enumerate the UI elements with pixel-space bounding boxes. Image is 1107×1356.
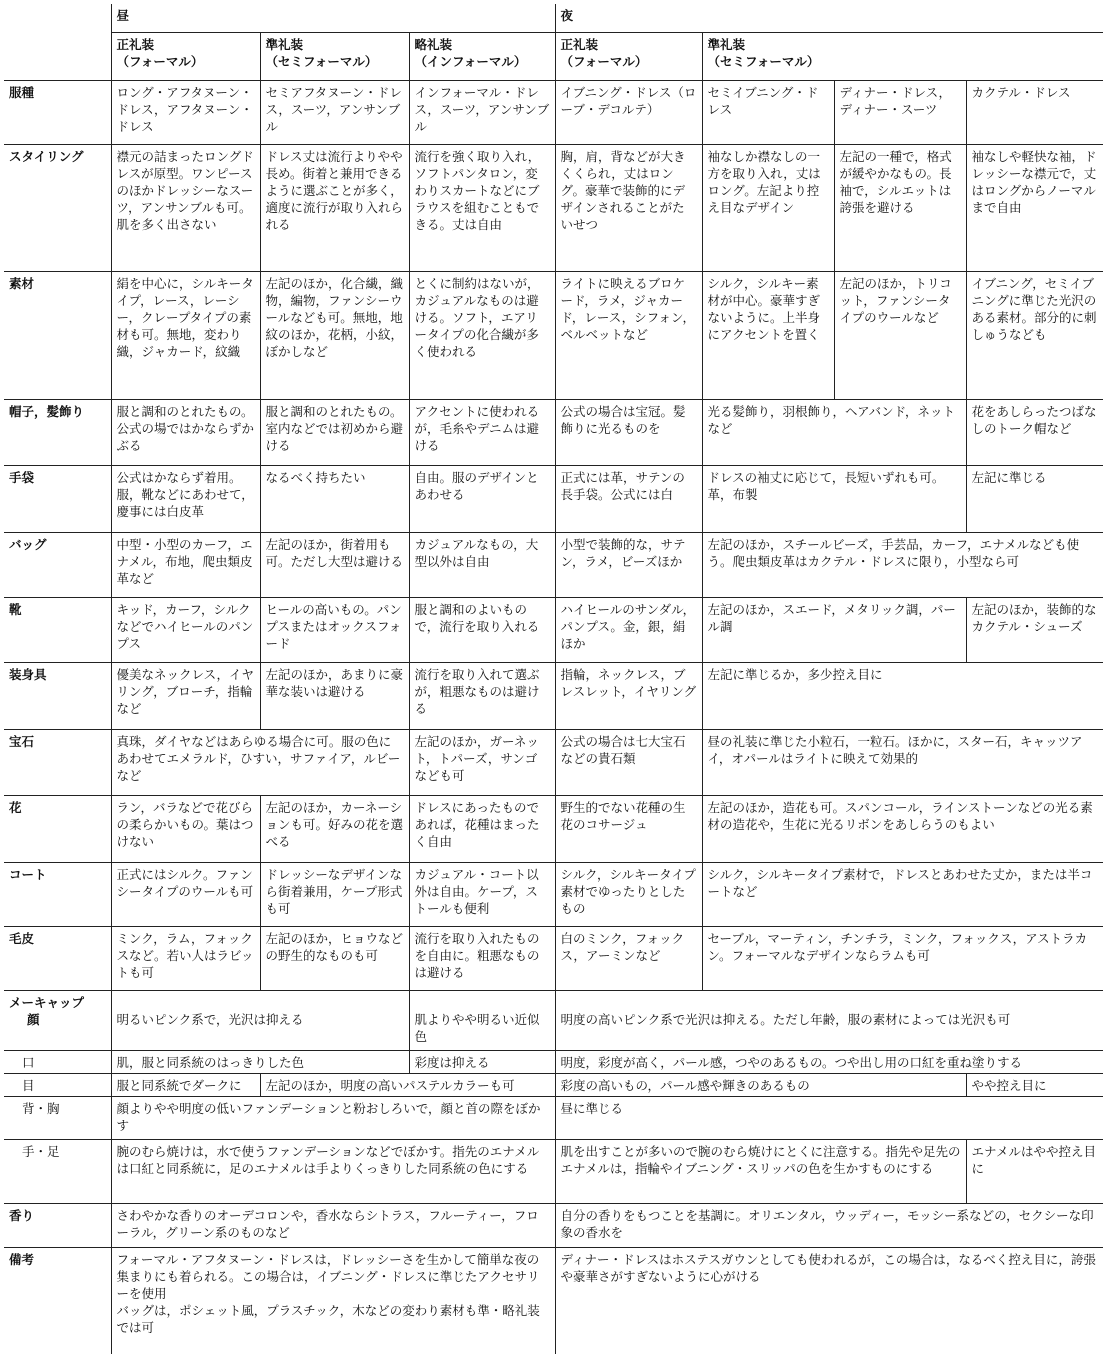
row-label: バッグ <box>4 533 111 597</box>
cell: ラン，バラなどで花びらの柔らかいもの。葉はつけない <box>111 796 260 862</box>
cell: 左記に準じるか，多少控え目に <box>702 662 1103 729</box>
cell: 左記のほか，あまりに豪華な装いは避ける <box>260 662 409 729</box>
cell: ドレス丈は流行よりやや長め。街着と兼用できるように選ぶことが多く，適度に流行が取り入れられる <box>260 145 409 272</box>
note-text: バッグは，ポシェット風，プラスチック，木などの変わり素材も準・略礼装では可 <box>116 1302 540 1335</box>
cell: 正式には革，サテンの長手袋。公式には白 <box>555 466 702 533</box>
cell: 左記のほか，トリコット，ファンシータイプのウールなど <box>834 272 966 399</box>
cell: シルク，シルキー素材が中心。豪華すぎないように。上半身にアクセントを置く <box>702 272 834 399</box>
cell: 腕のむら焼けは，水で使うファンデーションなどでぼかす。指先のエナメルは口紅と同系統に，足のエナメルは手よりくっきりした同系統の色にする <box>111 1139 555 1203</box>
cell: ディナー・ドレスはホステスガウンとしても使われるが，この場合は，なるべく控え目に，誇張や豪華さがすぎないように心がける <box>555 1247 1103 1354</box>
formal-attire-table <box>4 4 1103 1354</box>
row-biko <box>4 1247 1103 1354</box>
row-label: 服種 <box>4 80 111 144</box>
cell: 昼に準じる <box>555 1097 1103 1139</box>
row-label: 香り <box>4 1203 111 1247</box>
cell: 襟元の詰まったロングドレスが原型。ワンピースのほかドレッシーなスーツ，アンサンブルも可。肌を多く出さない <box>111 145 260 272</box>
row-sozai <box>4 272 1103 399</box>
cell: 服と調和のよいもので，流行を取り入れる <box>409 597 555 662</box>
cell: ミンク，ラム，フォックスなど。若い人はラビットも可 <box>111 926 260 990</box>
row-tebukuro <box>4 466 1103 533</box>
row-hoseki <box>4 730 1103 796</box>
cell: シルク，シルキータイプ素材で，ドレスとあわせた丈か，または半コートなど <box>702 862 1103 926</box>
cell: さわやかな香りのオーデコロンや，香水ならシトラス，フルーティー，フローラル，グリーン系のものなど <box>111 1203 555 1247</box>
col-night-formal: 正礼装 （フォーマル） <box>555 32 702 80</box>
cell: 自由。服のデザインとあわせる <box>409 466 555 533</box>
cell: 胸，肩，背などが大きくくられ，丈はロング。豪華で装飾的にデザインされることがたいせつ <box>555 145 702 272</box>
cell: ドレスにあったものであれば，花種はまったく自由 <box>409 796 555 862</box>
cell: 流行を強く取り入れ，ソフトパンタロン，変わりスカートなどにブラウスを組むこともできる。丈は自由 <box>409 145 555 272</box>
row-boshi <box>4 399 1103 465</box>
row-kegawa <box>4 926 1103 990</box>
cell: 左記のほか，明度の高いパステルカラーも可 <box>260 1074 555 1097</box>
cell: シルク，シルキータイプ素材でゆったりとしたもの <box>555 862 702 926</box>
note-text: フォーマル・アフタヌーン・ドレスは，ドレッシーさを生かして簡単な夜の集まりにも着られる。この場合は，イブニング・ドレスに準じたアクセサリーを使用 <box>116 1251 540 1301</box>
cell: 絹を中心に，シルキータイプ，レース，レーシー，クレープタイプの素材も可。無地，変わり織，ジャカード，紋織 <box>111 272 260 399</box>
cell: アクセントに使われるが，毛糸やデニムは避ける <box>409 399 555 465</box>
row-coat <box>4 862 1103 926</box>
row-makeup-kuchi <box>4 1051 1103 1074</box>
row-makeup-se <box>4 1097 1103 1139</box>
row-label: 背・胸 <box>4 1097 111 1139</box>
row-label: 帽子，髪飾り <box>4 399 111 465</box>
cell: 明度，彩度が高く，パール感，つやのあるもの。つや出し用の口紅を重ね塗りする <box>555 1051 1103 1074</box>
cell: インフォーマル・ドレス，スーツ，アンサンブル <box>409 80 555 144</box>
cell: 優美なネックレス，イヤリング，ブローチ，指輪など <box>111 662 260 729</box>
cell: ディナー・ドレス，ディナー・スーツ <box>834 80 966 144</box>
row-bag <box>4 533 1103 597</box>
corner-cell <box>4 4 111 32</box>
row-kutsu <box>4 597 1103 662</box>
cell: エナメルはやや控え目に <box>966 1139 1103 1203</box>
cell: ヒールの高いもの。パンプスまたはオックスフォード <box>260 597 409 662</box>
cell: ハイヒールのサンダル，パンプス。金，銀，絹ほか <box>555 597 702 662</box>
cell: 左記のほか，ヒョウなどの野生的なものも可 <box>260 926 409 990</box>
cell: 昼の礼装に準じた小粒石，一粒石。ほかに，スター石，キャッツアイ，オパールはライトに映えて効果的 <box>702 730 1103 796</box>
cell: 光る髪飾り，羽根飾り，ヘアバンド，ネットなど <box>702 399 966 465</box>
cell: 彩度の高いもの，パール感や輝きのあるもの <box>555 1074 966 1097</box>
cell: 左記のほか，造花も可。スパンコール，ラインストーンなどの光る素材の造花や，生花に光るリボンをあしらうのもよい <box>702 796 1103 862</box>
cell: セーブル，マーティン，チンチラ，ミンク，フォックス，アストラカン。フォーマルなデザインならラムも可 <box>702 926 1103 990</box>
row-label: 花 <box>4 796 111 862</box>
row-label: 口 <box>4 1051 111 1074</box>
cell: カクテル・ドレス <box>966 80 1103 144</box>
row-label: 宝石 <box>4 730 111 796</box>
cell: 左記のほか，スエード，メタリック調，パール調 <box>702 597 966 662</box>
cell: 公式の場合は七大宝石などの貴石類 <box>555 730 702 796</box>
row-makeup-me <box>4 1074 1103 1097</box>
cell: 彩度は抑える <box>409 1051 555 1074</box>
cell: 流行を取り入れて選ぶが，粗悪なものは避ける <box>409 662 555 729</box>
cell: 服と調和のとれたもの。公式の場ではかならずかぶる <box>111 399 260 465</box>
cell: 流行を取り入れたものを自由に。粗悪なものは避ける <box>409 926 555 990</box>
cell: 明るいピンク系で，光沢は抑える <box>111 991 409 1051</box>
cell: 左記の一種で，格式が緩やかなもの。長袖で，シルエットは誇張を避ける <box>834 145 966 272</box>
row-label: スタイリング <box>4 145 111 272</box>
cell: 左記のほか，化合繊，織物，編物，ファンシーウールなども可。無地，地紋のほか，花柄，小紋，ぼかしなど <box>260 272 409 399</box>
row-label: 手・足 <box>4 1139 111 1203</box>
day-header: 昼 <box>111 4 555 32</box>
cell: 肌よりやや明るい近似色 <box>409 991 555 1051</box>
row-label: 備考 <box>4 1247 111 1354</box>
cell: なるべく持ちたい <box>260 466 409 533</box>
cell: 左記のほか，スチールビーズ，手芸品，カーフ，エナメルなども使う。爬虫類皮革はカクテル・ドレスに限り，小型なら可 <box>702 533 1103 597</box>
col-day-formal: 正礼装 （フォーマル） <box>111 32 260 80</box>
cell: セミアフタヌーン・ドレス，スーツ，アンサンブル <box>260 80 409 144</box>
cell: 自分の香りをもつことを基調に。オリエンタル，ウッディー，モッシー系などの，セクシーな印象の香水を <box>555 1203 1103 1247</box>
cell: ロング・アフタヌーン・ドレス，アフタヌーン・ドレス <box>111 80 260 144</box>
cell: イブニング，セミイブニングに準じた光沢のある素材。部分的に刺しゅうなども <box>966 272 1103 399</box>
row-label: 装身具 <box>4 662 111 729</box>
cell: カジュアル・コート以外は自由。ケープ，ストールも便利 <box>409 862 555 926</box>
cell: 白のミンク，フォックス，アーミンなど <box>555 926 702 990</box>
cell: 袖なしや軽快な袖，ドレッシーな襟元で，丈はロングからノーマルまで自由 <box>966 145 1103 272</box>
cell: 公式はかならず着用。服，靴などにあわせて，慶事には白皮革 <box>111 466 260 533</box>
col-day-semiformal: 準礼装 （セミフォーマル） <box>260 32 409 80</box>
cell: 花をあしらったつばなしのトーク帽など <box>966 399 1103 465</box>
row-hana <box>4 796 1103 862</box>
row-label: メーキャップ 顔 <box>4 991 111 1051</box>
col-day-informal: 略礼装 （インフォーマル） <box>409 32 555 80</box>
row-label: 毛皮 <box>4 926 111 990</box>
cell: カジュアルなもの，大型以外は自由 <box>409 533 555 597</box>
cell: ドレッシーなデザインなら街着兼用，ケープ形式も可 <box>260 862 409 926</box>
cell: 正式にはシルク。ファンシータイプのウールも可 <box>111 862 260 926</box>
row-makeup-te <box>4 1139 1103 1203</box>
row-styling <box>4 145 1103 272</box>
cell: 袖なしか襟なしの一方を取り入れ，丈はロング。左記より控え目なデザイン <box>702 145 834 272</box>
cell: ライトに映えるブロケード，ラメ，ジャカード，レース，シフォン，ベルベットなど <box>555 272 702 399</box>
row-label: 手袋 <box>4 466 111 533</box>
row-label: 目 <box>4 1074 111 1097</box>
cell: 肌を出すことが多いので腕のむら焼けにとくに注意する。指先や足先のエナメルは，指輪やイブニング・スリッパの色を生かすものにする <box>555 1139 966 1203</box>
cell: とくに制約はないが，カジュアルなものは避ける。ソフト，エアリータイプの化合繊が多く使われる <box>409 272 555 399</box>
cell: 左記に準じる <box>966 466 1103 533</box>
cell: 服と同系統でダークに <box>111 1074 260 1097</box>
row-label: 素材 <box>4 272 111 399</box>
row-label: 靴 <box>4 597 111 662</box>
cell: 明度の高いピンク系で光沢は抑える。ただし年齢，服の素材によっては光沢も可 <box>555 991 1103 1051</box>
cell: 真珠，ダイヤなどはあらゆる場合に可。服の色にあわせてエメラルド，ひすい，サファイア，ルビーなど <box>111 730 409 796</box>
row-label: コート <box>4 862 111 926</box>
cell: 公式の場合は宝冠。髪飾りに光るものを <box>555 399 702 465</box>
cell: 指輪，ネックレス，ブレスレット，イヤリング <box>555 662 702 729</box>
cell: 左記のほか，カーネーションも可。好みの花を選べる <box>260 796 409 862</box>
cell: 中型・小型のカーフ，エナメル，布地，爬虫類皮革など <box>111 533 260 597</box>
cell: 肌，服と同系統のはっきりした色 <box>111 1051 409 1074</box>
night-header: 夜 <box>555 4 1103 32</box>
row-kaori <box>4 1203 1103 1247</box>
cell: 小型で装飾的な，サテン，ラメ，ビーズほか <box>555 533 702 597</box>
cell: 左記のほか，装飾的なカクテル・シューズ <box>966 597 1103 662</box>
row-soshingu <box>4 662 1103 729</box>
cell: セミイブニング・ドレス <box>702 80 834 144</box>
cell <box>111 1247 555 1354</box>
cell: ドレスの袖丈に応じて，長短いずれも可。革，布製 <box>702 466 966 533</box>
cell: 服と調和のとれたもの。室内などでは初めから避ける <box>260 399 409 465</box>
cell: 左記のほか，街着用も可。ただし大型は避ける <box>260 533 409 597</box>
cell: やや控え目に <box>966 1074 1103 1097</box>
cell: 顔よりやや明度の低いファンデーションと粉おしろいで，顔と首の際をぼかす <box>111 1097 555 1139</box>
cell: 野生的でない花種の生花のコサージュ <box>555 796 702 862</box>
corner-cell-2 <box>4 32 111 80</box>
cell: 左記のほか，ガーネット，トパーズ，サンゴなども可 <box>409 730 555 796</box>
cell: イブニング・ドレス（ローブ・デコルテ） <box>555 80 702 144</box>
row-fukushu <box>4 80 1103 144</box>
col-night-semiformal: 準礼装 （セミフォーマル） <box>702 32 1103 80</box>
row-makeup-kao <box>4 991 1103 1051</box>
cell: キッド，カーフ，シルクなどでハイヒールのパンプス <box>111 597 260 662</box>
